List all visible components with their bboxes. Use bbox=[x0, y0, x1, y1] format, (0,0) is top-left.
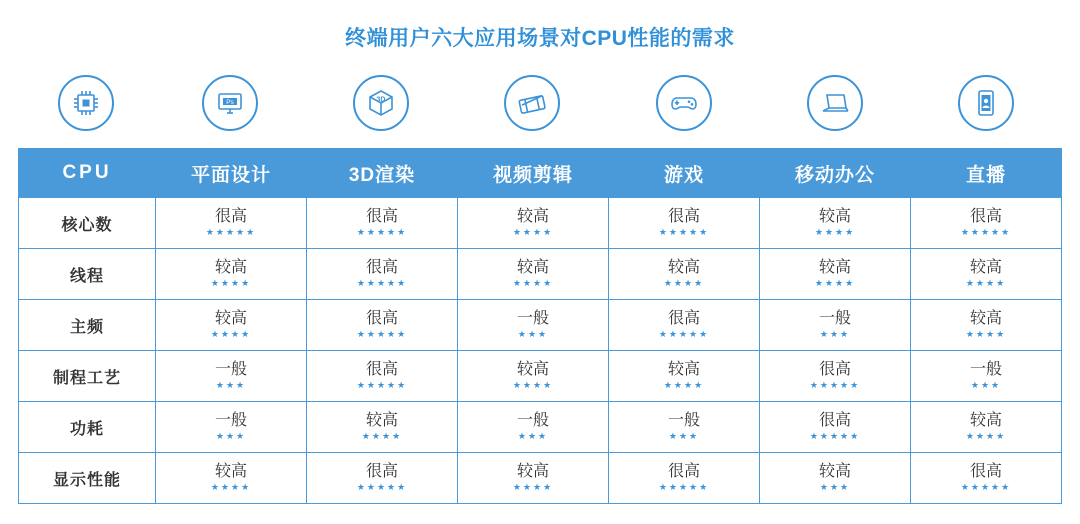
table-cell bbox=[156, 453, 307, 504]
star-rating: ★★★★ bbox=[663, 277, 705, 288]
svg-text:Ps: Ps bbox=[225, 99, 234, 107]
column-header-game: 游戏 bbox=[609, 149, 760, 198]
table-cell bbox=[307, 300, 458, 351]
table-row bbox=[19, 198, 1062, 249]
cell-label: 较高 bbox=[516, 207, 549, 225]
row-header-power: 功耗 bbox=[19, 402, 156, 453]
3d-cube-icon bbox=[353, 75, 409, 131]
cell-label: 较高 bbox=[516, 360, 549, 378]
star-rating: ★★★ bbox=[970, 379, 1002, 390]
table-cell bbox=[911, 453, 1062, 504]
video-editing-film-icon bbox=[504, 75, 560, 131]
cell-label: 很高 bbox=[214, 207, 247, 225]
row-header-display-performance: 显示性能 bbox=[19, 453, 156, 504]
star-rating: ★★★ bbox=[517, 328, 549, 339]
star-rating: ★★★★★ bbox=[356, 328, 408, 339]
game-controller-icon bbox=[656, 75, 712, 131]
icon-cell-graphic-design bbox=[154, 66, 305, 140]
cell-label: 很高 bbox=[365, 309, 398, 327]
cell-label: 很高 bbox=[365, 360, 398, 378]
table-cell bbox=[307, 351, 458, 402]
star-rating: ★★★★ bbox=[965, 430, 1007, 441]
table-cell bbox=[458, 402, 609, 453]
table-cell bbox=[458, 351, 609, 402]
star-rating: ★★★★★ bbox=[658, 328, 710, 339]
icon-cell-video-editing bbox=[457, 66, 608, 140]
cell-label: 较高 bbox=[516, 462, 549, 480]
icon-cell-3d-render bbox=[305, 66, 456, 140]
star-rating: ★★★★ bbox=[814, 226, 856, 237]
table-cell bbox=[458, 198, 609, 249]
icon-cell-live-streaming bbox=[911, 66, 1062, 140]
table-row bbox=[19, 453, 1062, 504]
table-row bbox=[19, 249, 1062, 300]
star-rating: ★★★★ bbox=[512, 379, 554, 390]
star-rating: ★★★★★ bbox=[658, 481, 710, 492]
star-rating: ★★★★★ bbox=[356, 277, 408, 288]
star-rating: ★★★★ bbox=[663, 379, 705, 390]
table-cell bbox=[911, 300, 1062, 351]
table-cell bbox=[760, 453, 911, 504]
cell-label: 较高 bbox=[516, 258, 549, 276]
scenario-icon-row bbox=[18, 66, 1062, 140]
column-header-3d-render: 3D渲染 bbox=[307, 149, 458, 198]
cell-label: 一般 bbox=[516, 411, 549, 429]
table-cell bbox=[609, 198, 760, 249]
table-cell bbox=[156, 300, 307, 351]
table-cell bbox=[609, 249, 760, 300]
star-rating: ★★★★★ bbox=[809, 379, 861, 390]
star-rating: ★★★★★ bbox=[809, 430, 861, 441]
cell-label: 一般 bbox=[214, 360, 247, 378]
table-cell bbox=[307, 402, 458, 453]
star-rating: ★★★★★ bbox=[356, 226, 408, 237]
table-row bbox=[19, 351, 1062, 402]
cell-label: 很高 bbox=[969, 207, 1002, 225]
table-row bbox=[19, 300, 1062, 351]
table-cell bbox=[760, 249, 911, 300]
star-rating: ★★★★ bbox=[512, 277, 554, 288]
star-rating: ★★★★ bbox=[210, 481, 252, 492]
table-cell bbox=[911, 249, 1062, 300]
table-cell bbox=[609, 453, 760, 504]
icon-cell-cpu bbox=[18, 66, 154, 140]
cell-label: 较高 bbox=[667, 258, 700, 276]
column-header-cpu: CPU bbox=[19, 149, 156, 198]
header-row bbox=[19, 149, 1062, 198]
cell-label: 一般 bbox=[667, 411, 700, 429]
table-cell bbox=[307, 198, 458, 249]
star-rating: ★★★ bbox=[668, 430, 700, 441]
table-cell bbox=[609, 351, 760, 402]
table-row bbox=[19, 402, 1062, 453]
svg-text:3D: 3D bbox=[376, 96, 386, 104]
table-body bbox=[19, 198, 1062, 504]
cell-label: 很高 bbox=[667, 462, 700, 480]
table-cell bbox=[609, 300, 760, 351]
column-header-video-editing: 视频剪辑 bbox=[458, 149, 609, 198]
star-rating: ★★★★ bbox=[965, 277, 1007, 288]
cell-label: 较高 bbox=[818, 258, 851, 276]
star-rating: ★★★★ bbox=[512, 481, 554, 492]
cell-label: 一般 bbox=[969, 360, 1002, 378]
cell-label: 很高 bbox=[969, 462, 1002, 480]
star-rating: ★★★★★ bbox=[960, 481, 1012, 492]
table-cell bbox=[609, 402, 760, 453]
cell-label: 较高 bbox=[365, 411, 398, 429]
table-cell bbox=[760, 300, 911, 351]
cell-label: 较高 bbox=[969, 411, 1002, 429]
cpu-requirement-table bbox=[18, 148, 1062, 504]
cell-label: 较高 bbox=[818, 462, 851, 480]
live-streaming-phone-icon bbox=[958, 75, 1014, 131]
table-cell bbox=[156, 351, 307, 402]
cell-label: 很高 bbox=[365, 462, 398, 480]
cell-label: 很高 bbox=[667, 309, 700, 327]
star-rating: ★★★ bbox=[819, 328, 851, 339]
table-cell bbox=[760, 402, 911, 453]
cell-label: 较高 bbox=[969, 309, 1002, 327]
page-title: 终端用户六大应用场景对CPU性能的需求 bbox=[345, 27, 735, 50]
star-rating: ★★★★ bbox=[210, 328, 252, 339]
cell-label: 一般 bbox=[818, 309, 851, 327]
row-header-threads: 线程 bbox=[19, 249, 156, 300]
star-rating: ★★★ bbox=[517, 430, 549, 441]
star-rating: ★★★★ bbox=[361, 430, 403, 441]
cell-label: 较高 bbox=[214, 258, 247, 276]
column-header-live-streaming: 直播 bbox=[911, 149, 1062, 198]
icon-cell-mobile-office bbox=[759, 66, 910, 140]
cell-label: 较高 bbox=[667, 360, 700, 378]
cell-label: 很高 bbox=[818, 360, 851, 378]
table-cell bbox=[156, 249, 307, 300]
cell-label: 较高 bbox=[214, 462, 247, 480]
cell-label: 很高 bbox=[667, 207, 700, 225]
star-rating: ★★★★ bbox=[512, 226, 554, 237]
graphic-design-monitor-icon bbox=[202, 75, 258, 131]
cpu-chip-icon bbox=[58, 75, 114, 131]
star-rating: ★★★★ bbox=[965, 328, 1007, 339]
cell-label: 较高 bbox=[818, 207, 851, 225]
table-cell bbox=[156, 402, 307, 453]
laptop-icon bbox=[807, 75, 863, 131]
star-rating: ★★★★ bbox=[210, 277, 252, 288]
star-rating: ★★★ bbox=[215, 379, 247, 390]
cell-label: 较高 bbox=[214, 309, 247, 327]
row-header-process-node: 制程工艺 bbox=[19, 351, 156, 402]
table-cell bbox=[760, 198, 911, 249]
star-rating: ★★★★ bbox=[814, 277, 856, 288]
table-cell bbox=[156, 198, 307, 249]
star-rating: ★★★★★ bbox=[960, 226, 1012, 237]
table-header bbox=[19, 149, 1062, 198]
table-cell bbox=[911, 351, 1062, 402]
star-rating: ★★★★★ bbox=[356, 379, 408, 390]
column-header-mobile-office: 移动办公 bbox=[760, 149, 911, 198]
table-cell bbox=[307, 249, 458, 300]
row-header-core-count: 核心数 bbox=[19, 198, 156, 249]
cell-label: 较高 bbox=[969, 258, 1002, 276]
icon-cell-game bbox=[608, 66, 759, 140]
cell-label: 很高 bbox=[818, 411, 851, 429]
table-cell bbox=[458, 453, 609, 504]
star-rating: ★★★★★ bbox=[356, 481, 408, 492]
star-rating: ★★★★★ bbox=[658, 226, 710, 237]
cell-label: 一般 bbox=[214, 411, 247, 429]
star-rating: ★★★ bbox=[819, 481, 851, 492]
table-cell bbox=[911, 198, 1062, 249]
column-header-graphic-design: 平面设计 bbox=[156, 149, 307, 198]
table-cell bbox=[458, 249, 609, 300]
table-cell bbox=[307, 453, 458, 504]
star-rating: ★★★★★ bbox=[205, 226, 257, 237]
cell-label: 很高 bbox=[365, 207, 398, 225]
cell-label: 很高 bbox=[365, 258, 398, 276]
row-header-frequency: 主频 bbox=[19, 300, 156, 351]
table-cell bbox=[911, 402, 1062, 453]
cell-label: 一般 bbox=[516, 309, 549, 327]
table-cell bbox=[760, 351, 911, 402]
table-cell bbox=[458, 300, 609, 351]
star-rating: ★★★ bbox=[215, 430, 247, 441]
